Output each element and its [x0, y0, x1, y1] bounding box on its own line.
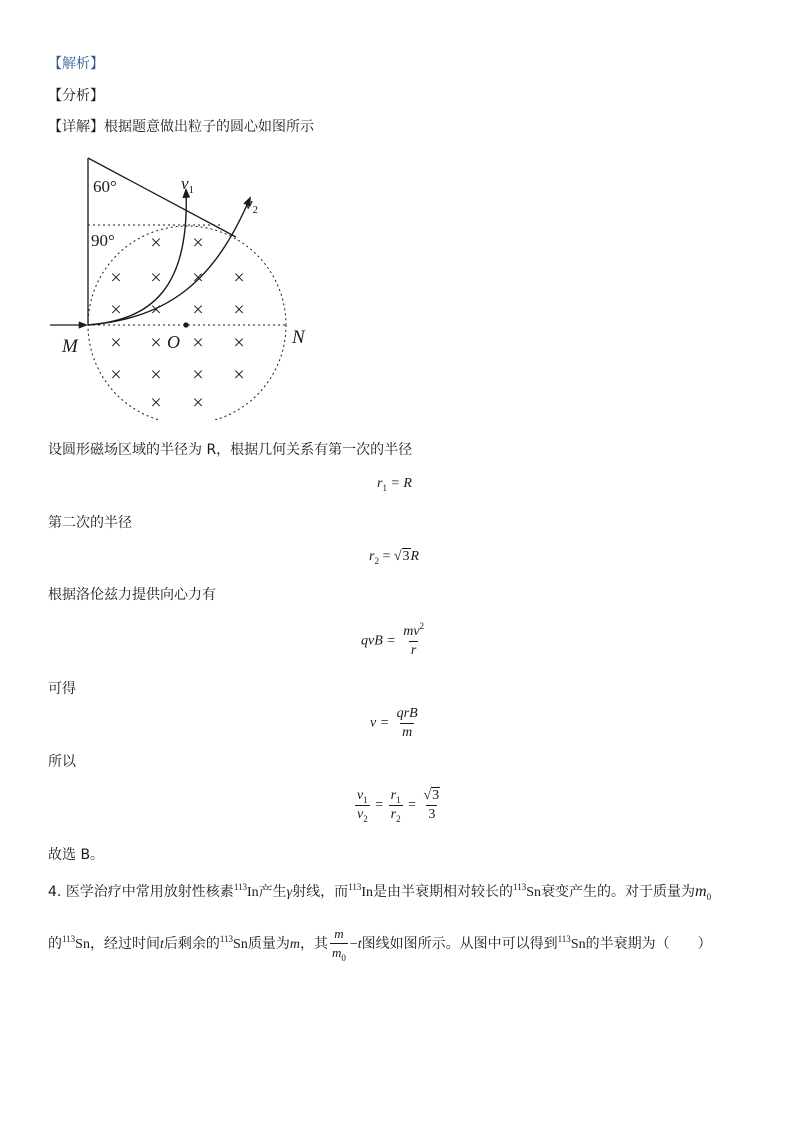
point-m-label: M: [62, 336, 78, 357]
field-cross: ×: [110, 332, 122, 354]
point-o-label: O: [167, 332, 180, 352]
field-cross: ×: [150, 267, 162, 289]
field-cross: ×: [110, 299, 122, 321]
field-cross: ×: [150, 299, 162, 321]
detail-line: [48, 118, 314, 136]
field-cross: ×: [150, 332, 162, 354]
field-cross: ×: [110, 267, 122, 289]
field-cross: ×: [192, 364, 204, 386]
second-line: 第二次的半径: [48, 515, 132, 531]
field-cross: ×: [150, 392, 162, 414]
fenxi-heading: 【分析】: [48, 88, 104, 104]
eq-r2: $r_2 = √3R$: [369, 549, 420, 566]
eq-force: qvB = $\frac{mv^2}{r}$: [361, 621, 425, 658]
field-cross: ×: [150, 232, 162, 254]
trajectory-v1: [88, 190, 186, 325]
eq-v: v = $\frac{\text{qrB}}{m}$: [370, 706, 418, 740]
lorentz-line: 根据洛伦兹力提供向心力有: [48, 587, 216, 603]
field-cross: ×: [192, 299, 204, 321]
center-dot: [183, 322, 188, 327]
eq-ratio: $\frac{v_1}{v_2}$ = $\frac{r_1}{r_2}$ = $\frac{√3}{3}$: [357, 788, 440, 824]
answer-line: 故选 B。: [48, 847, 105, 863]
field-cross: ×: [233, 299, 245, 321]
field-cross: ×: [192, 392, 204, 414]
field-cross: ×: [192, 267, 204, 289]
q4-line-2: 的$^{113}$Sn，经过时间t后剩余的$^{113}$Sn质量为m，其 $\frac{m}{m_0}$ −t图线如图所示。从图中可以得到$^{113}$Sn的半衰期为（ ）: [48, 926, 712, 963]
field-cross: ×: [150, 364, 162, 386]
v2-label: $v_2$: [245, 194, 259, 216]
v1-label: $v_1$: [181, 174, 195, 196]
field-cross: ×: [192, 332, 204, 354]
detail-tag: 【详解】: [48, 119, 104, 135]
point-n-label: N: [292, 327, 305, 348]
field-crosses: [110, 232, 244, 414]
magnetic-field-diagram: [45, 150, 325, 420]
q4-number: 4.: [48, 884, 62, 900]
q4-line-1: 4. 医学治疗中常用放射性核素$^{113}$In产生γ射线，而$^{113}$In是由半衰期相对较长的$^{113}$Sn衰变产生的。对于质量为$m_0$: [48, 882, 712, 902]
analysis-heading: 【解析】: [48, 56, 104, 72]
suoyi-line: 所以: [48, 754, 76, 770]
field-cross: ×: [233, 364, 245, 386]
radius-line: 设圆形磁场区域的半径为 R，根据几何关系有第一次的半径: [48, 442, 413, 458]
angle-90-label: 90°: [91, 231, 115, 250]
detail-text: 根据题意做出粒子的圆心如图所示: [104, 119, 314, 135]
field-cross: ×: [110, 364, 122, 386]
kede-line: 可得: [48, 681, 76, 697]
angle-60-label: 60°: [93, 177, 117, 196]
field-cross: ×: [233, 267, 245, 289]
eq-r1: $r_1 = R$: [377, 476, 412, 493]
field-cross: ×: [233, 332, 245, 354]
field-cross: ×: [192, 232, 204, 254]
